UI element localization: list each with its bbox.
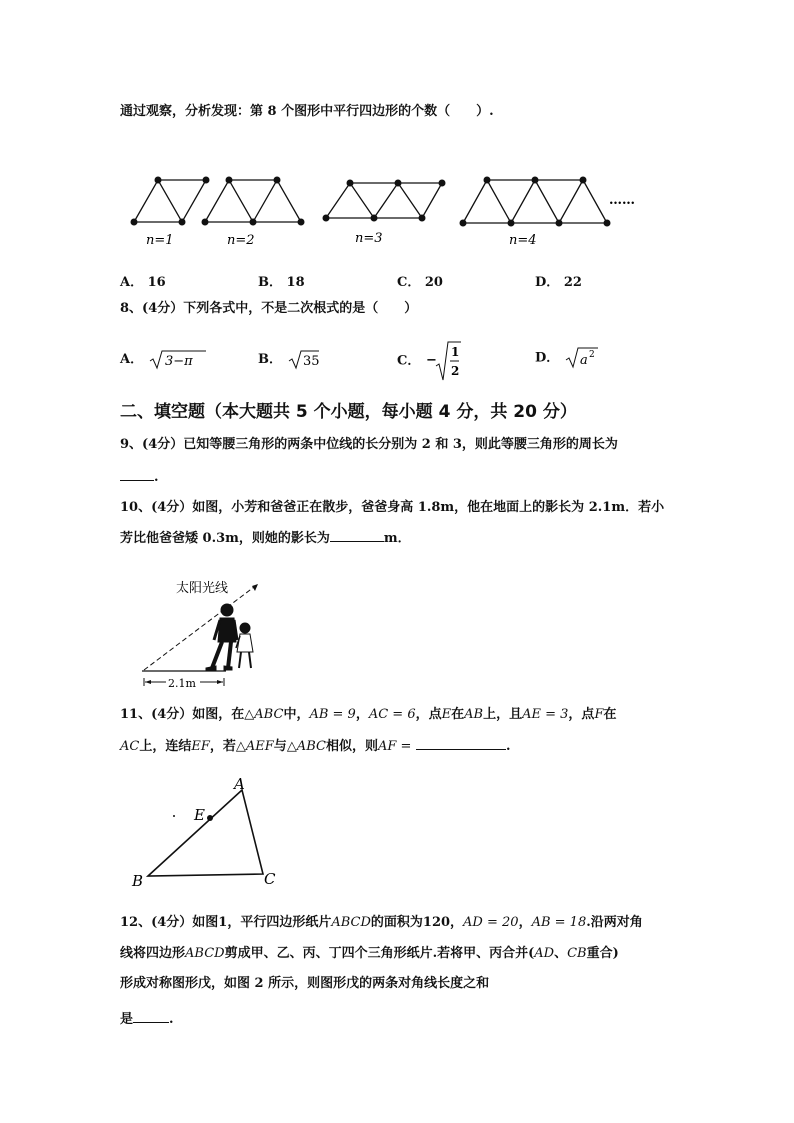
q7-figure — [125, 168, 645, 250]
sun-ray-label: 太阳光线 — [176, 581, 229, 596]
q8-option-b: B． 35 — [258, 348, 321, 371]
q7-option-a: A． 16 — [120, 275, 166, 290]
daughter-figure — [236, 623, 253, 668]
fig-label-n1: n=1 — [146, 233, 174, 248]
q7-option-c: C． 20 — [397, 275, 443, 290]
shadow-length-label: 2.1m — [168, 677, 196, 690]
fig-ellipsis: …… — [609, 193, 635, 208]
vertex-c-label: C — [264, 870, 276, 888]
point-e-label: E — [194, 806, 205, 824]
q10-figure — [140, 570, 270, 695]
q12-line3: 形成对称图形戊，如图 2 所示，则图形戊的两条对角线长度之和 — [120, 976, 490, 991]
q12-line2: 线将四边形ABCD剪成甲、乙、丙、丁四个三角形纸片.若将甲、丙合并(AD、CB重合) — [120, 946, 619, 961]
svg-text:1: 1 — [450, 345, 460, 359]
q10-line1: 10、(4分）如图，小芳和爸爸正在散步，爸爸身高 1.8m，他在地面上的影长为 2.1m．若小 — [120, 500, 665, 515]
q9-line1: 9、(4分）已知等腰三角形的两条中位线的长分别为 2 和 3，则此等腰三角形的周长为 — [120, 437, 618, 452]
vertex-a-label: A — [234, 775, 245, 793]
q11-line2: AC上，连结EF，若△AEF与△ABC相似，则AF = . — [120, 739, 511, 754]
fig-label-n2: n=2 — [227, 233, 255, 248]
svg-text:−: − — [425, 353, 437, 368]
sqrt-fraction-symbol — [425, 340, 465, 382]
answer-blank — [330, 529, 384, 542]
q7-stem: 通过观察，分析发现：第 8 个图形中平行四边形的个数（ ）. — [120, 104, 494, 119]
fig-label-n3: n=3 — [355, 231, 383, 246]
sqrt-symbol — [287, 349, 321, 371]
q7-option-b: B． 18 — [258, 275, 305, 290]
q8-option-a: A． 3−π — [120, 348, 208, 371]
q12-line1: 12、(4分）如图1，平行四边形纸片ABCD的面积为120，AD = 20，AB = 18.沿两对角 — [120, 915, 643, 930]
q8-stem: 8、(4分）下列各式中，不是二次根式的是（ ） — [120, 301, 418, 316]
svg-text:2: 2 — [450, 364, 460, 378]
q8-option-c: C． − 1 2 — [397, 340, 465, 382]
sqrt-symbol — [148, 349, 208, 371]
q7-option-d: D． 22 — [535, 275, 582, 290]
q8-option-d: D． a 2 — [535, 346, 600, 370]
vertex-b-label: B — [132, 872, 144, 890]
answer-blank — [133, 1010, 169, 1023]
q10-line2: 芳比他爸爸矮 0.3m，则她的影长为 m． — [120, 531, 411, 546]
q11-line1: 11、(4分）如图，在△ABC中，AB = 9，AC = 6，点E在AB上，且AE = 3，点F在 — [120, 707, 617, 722]
answer-blank — [416, 737, 506, 750]
svg-text:a: a — [579, 353, 588, 368]
father-figure — [206, 604, 237, 670]
answer-blank — [120, 468, 154, 481]
svg-text:2: 2 — [588, 350, 595, 360]
fig-label-n4: n=4 — [509, 233, 537, 248]
q11-triangle-figure — [128, 772, 288, 892]
sqrt-symbol — [564, 346, 600, 370]
q12-line4: 是 . — [120, 1012, 174, 1027]
svg-text:35: 35 — [302, 353, 320, 369]
q9-line2: . — [120, 468, 159, 487]
section-heading: 二、填空题（本大题共 5 个小题，每小题 4 分，共 20 分） — [120, 402, 577, 422]
svg-text:3−π: 3−π — [164, 353, 193, 369]
